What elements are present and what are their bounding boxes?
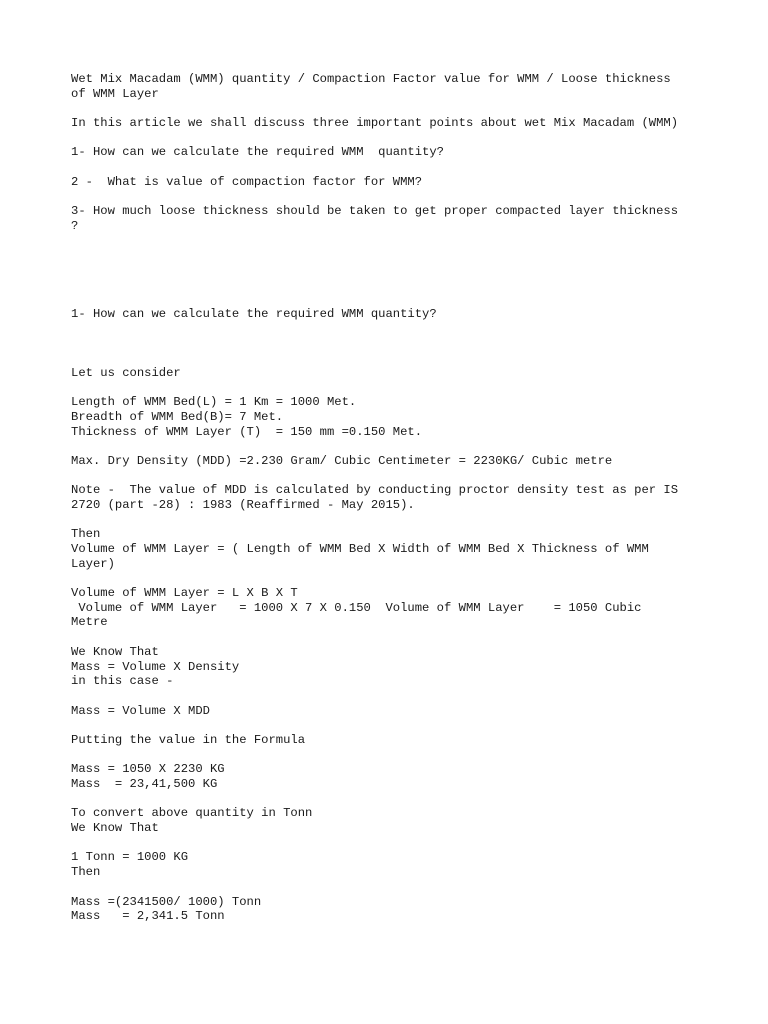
text-line: of WMM Layer [71,86,159,101]
text-line: Note - The value of MDD is calculated by conducting proctor density test as per IS [71,483,679,498]
text-line: Let us consider [71,365,181,380]
text-line: Volume of WMM Layer = 1000 X 7 X 0.150 Volume of WMM Layer = 1050 Cubic [71,600,642,615]
blank-line [71,190,711,205]
text-line: ? [71,218,79,233]
blank-line [71,439,711,454]
text-line: 3- How much loose thickness should be taken to get proper compacted layer thickness [71,204,679,219]
text-line: Layer) [71,556,115,571]
blank-line [71,630,711,645]
text-line: 1- How can we calculate the required WMM quantity? [71,307,437,321]
blank-line [71,689,711,704]
text-line: 2720 (part -28) : 1983 (Reaffirmed - May 2015). [71,497,415,512]
text-line: Mass = 2,341.5 Tonn [71,909,225,924]
blank-line [71,880,711,895]
text-line: Length of WMM Bed(L) = 1 Km = 1000 Met. [71,395,357,410]
text-line: Then [71,865,101,880]
blank-line [71,101,711,116]
text-line: Breadth of WMM Bed(B)= 7 Met. [71,409,284,424]
blank-line [71,571,711,586]
blank-line [71,234,711,249]
text-line: In this article we shall discuss three important points about wet Mix Macadam (WMM) [71,116,679,131]
blank-line [71,131,711,146]
blank-line [71,836,711,851]
blank-line [71,160,711,175]
text-line: Max. Dry Density (MDD) =2.230 Gram/ Cubic Centimeter = 2230KG/ Cubic metre [71,453,613,468]
document-page [71,72,711,924]
blank-line [71,278,711,293]
text-line: Then [71,527,101,542]
text-line: Mass = 1050 X 2230 KG [71,762,225,777]
text-line: Thickness of WMM Layer (T) = 150 mm =0.150 Met. [71,424,423,439]
text-line: We Know That [71,644,159,659]
text-line: Metre [71,615,108,630]
blank-line [71,748,711,763]
blank-line [71,336,711,351]
blank-line [71,718,711,733]
text-line: Mass = Volume X MDD [71,703,210,718]
blank-line [71,263,711,278]
text-line: in this case - [71,674,174,689]
blank-line [71,292,711,307]
text-line: Mass =(2341500/ 1000) Tonn [71,894,262,909]
blank-line [71,792,711,807]
text-line: To convert above quantity in Tonn [71,806,313,821]
text-line: Mass = 23,41,500 KG [71,777,218,791]
text-line: We Know That [71,821,159,836]
blank-line [71,351,711,366]
text-line: 1- How can we calculate the required WMM quantity? [71,145,444,160]
text-line: Volume of WMM Layer = ( Length of WMM Bed X Width of WMM Bed X Thickness of WMM [71,542,649,556]
blank-line [71,513,711,528]
text-line: Mass = Volume X Density [71,659,240,674]
text-line: Wet Mix Macadam (WMM) quantity / Compaction Factor value for WMM / Loose thickness [71,72,671,86]
blank-line [71,322,711,337]
text-line: 2 - What is value of compaction factor for WMM? [71,174,423,189]
text-line: Putting the value in the Formula [71,732,306,747]
text-line: Volume of WMM Layer = L X B X T [71,586,298,601]
blank-line [71,248,711,263]
blank-line [71,469,711,484]
blank-line [71,380,711,395]
text-line: 1 Tonn = 1000 KG [71,850,189,865]
